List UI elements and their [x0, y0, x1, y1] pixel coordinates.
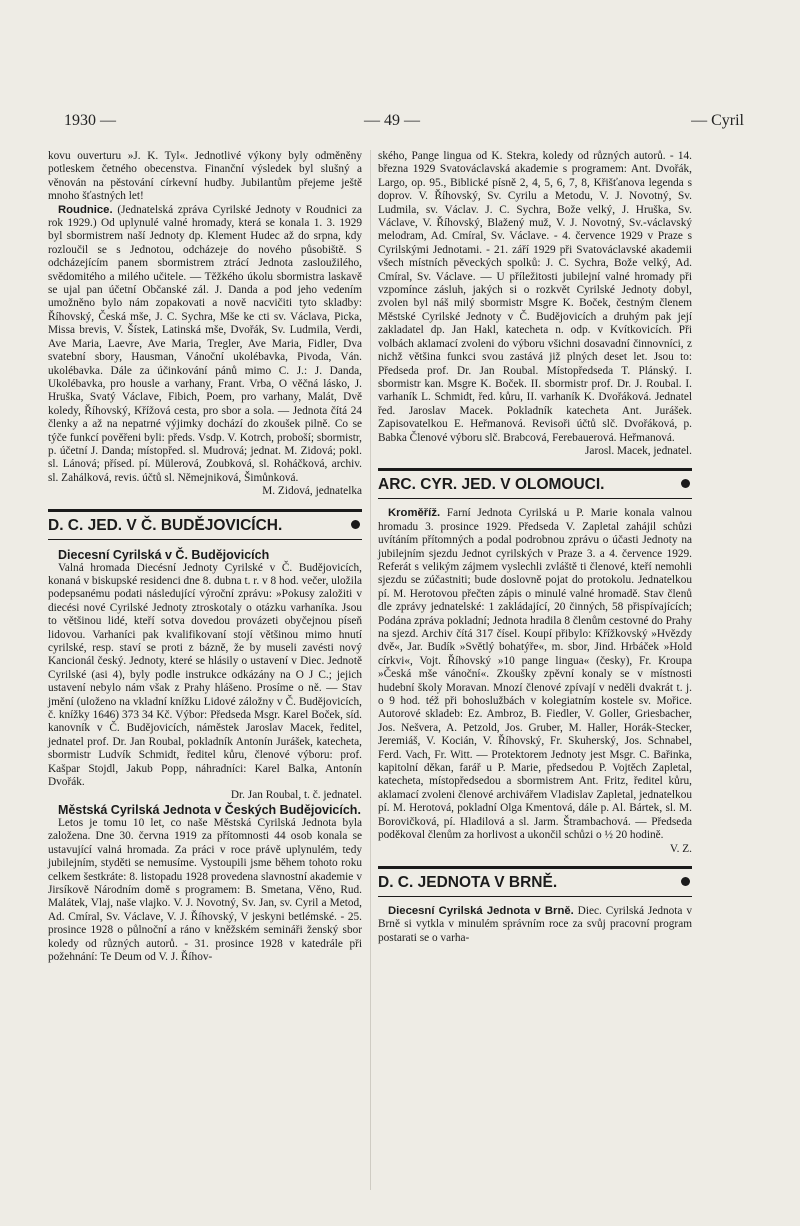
- left-column: [48, 150, 362, 964]
- bullet-dot-icon: [351, 520, 360, 529]
- column-divider: [370, 150, 371, 1190]
- article-text: Diec. Cyrilská Jednota v Brně si vytkla v minulém správním roce za svůj pracovní program postarati se o varha-: [378, 904, 692, 944]
- signature: Jarosl. Macek, jednatel.: [585, 444, 692, 457]
- signature: M. Zidová, jednatelka: [262, 485, 362, 498]
- article-text: (Jednatelská zpráva Cyrilské Jednoty v Roudnici za rok 1929.) Od uplynulé valné hromady, která se konala 1. 3. 1929 byl sbormistrem naší Jednoty dp. Klement Hudec až do srpna, kdy rozloučil se s Jednotou, odcházeje do nového působiště. S odcházejícím panem sbormistrem ztrácí Jednota zasloužilého, svědomitého a milého učitele. — Těžkého úkolu sbormistra laskavě se ujal pan účetní Občanské zál. J. Danda a pod jeho vedením umožněno bylo nám zopakovati a nově nacvičiti tyto skladby: Říhovský, Česká mše, J. C. Sychra, Mše ke cti sv. Václava, Picka, Missa brevis, V. Šístek, Latinská mše, Dvořák, Sv. Ludmila, Verdi, Ave Maria, Laevre, Ave Maria, Tregler, Ave Maria, Fidler, Dva svatební sbory, Hausman, Vánoční ukolébavka, Pivoda, Ván. ukolébavka. Dále za účinkování pánů mimo C. J.: J. Danda, Ukolébavka, pro housle a varhany, Frant. Vrba, O věčná lásko, J. Hruška, Svatý Václave, Fibich, Poem, pro varhany, Malát, Dvě koledy, Říhovský, Křížová cesta, pro sbor a sola. — Jednota čítá 24 členky a až na nepatrné výjimky dochází do zkoušek pilně. Co se týče funkcí pověřeni byli: předs. Vsdp. V. Kotrch, proboší; sbormistr, p. účetní J. Danda; místopřed. sl. Mudrová; jednat. M. Zidová; pokl. sl. Lánová; přísed. pí. Mülerová, Zoubková, sl. Roháčková, archiv. sl. Zahálková, revis. účtů sl. Němejniková, Šimůnková.: [48, 203, 362, 484]
- bullet-dot-icon: [681, 479, 690, 488]
- subsection-heading: Diecesní Cyrilská v Č. Budějovicích: [58, 547, 270, 562]
- section-heading: [378, 468, 692, 499]
- right-column: [378, 150, 692, 945]
- bullet-dot-icon: [681, 877, 690, 886]
- article-text: Valná hromada Diecésní Jednoty Cyrilské v Č. Budějovicích, konaná v biskupské residenci dne 8. dubna t. r. v 8 hod. večer, uložila podepsanému podati následující výroční zprávu: »Pokusy založiti v diecési nové Cyrilské Jednoty ztroskotaly o otázku varhaníka. Jsou to většinou lidé, kteří sotva dovedou provázeti obyčejnou píseň lidovou. Varhaníci pak kvalifikovaní stojí většinou mimo hnutí cyrilské, resp. staví se proti z bázně, že by museli zavésti nový Kancionál český. Jednoty, které se hlásily o ustavení v Diec. Jednotě Cyrilské (asi 4), byly podle instrukce odkázány na O J C.; jejich ustavení nebylo nám však z Prahy hlášeno. Prosíme o ně. — Stav jmění (uloženo na vkladní knížku Lidové záložny v Č. Budějovicích, č. knížky 1646) 373 34 Kč. Výbor: Předseda Msgr. Karel Boček, síd. kanovník v Č. Budějovicích, náměstek Jaroslav Macek, ředitel, jednatel prof. Dr. Jan Roubal, pokladník Antonín Jurášek, katecheta, sbormistr Ludvík Schmidt, ředitel kůru, členové výboru: prof. Kašpar Stojdl, Jakub Popp, náhradníci: Karel Balka, Antonín Dvořák.: [48, 561, 362, 789]
- section-title: D. C. JEDNOTA V BRNĚ.: [378, 873, 558, 891]
- article-kromeriz: [378, 507, 692, 842]
- section-title: D. C. JED. V Č. BUDĚJOVICÍCH.: [48, 516, 283, 534]
- header-year: 1930 —: [64, 112, 116, 129]
- article-heading: Roudnice.: [58, 203, 113, 216]
- subsection-heading: Městská Cyrilská Jednota v Českých Budějovicích.: [58, 802, 361, 817]
- page-header: [64, 112, 744, 132]
- section-title: ARC. CYR. JED. V OLOMOUCI.: [378, 476, 605, 494]
- signature: V. Z.: [669, 842, 692, 855]
- header-journal-title: — Cyril: [691, 112, 744, 129]
- section-heading: [48, 509, 362, 540]
- article-text: ského, Pange lingua od K. Stekra, koledy od různých autorů. - 14. března 1929 Svatováclavská akademie s programem: Ant. Dvořák, Largo, op. 95., Biblické písně 2, 4, 5, 6, 7, 8, Křišťanova legenda s doprov. V. Říhovský, Sv. Cyrilu a Metodu, V. J. Novotný, Sv. Ludmila, sv. Václav. J. C. Sychra, Bože velký, J. Hruška, Sv. Václave, V. Říhovský, Blažený muž, V. J. Novotný, Sv.-václavský melodram, Ad. Cmíral, Sv. Václave. - 4. července 1929 v Praze s Cyrilskými Jednotami. - 21. září 1929 při Svatováclavské akademii všech místních pěveckých spolků: J. C. Sychra, Bože velký, Ad. Cmíral, Sv. Václave. — U příležitosti jubilejní valné hromady při vzpomínce zásluh, jakých si o rozkvět Cyrilské Jednoty dobyl, zvolen byl náš milý sbormistr Msgre K. Boček, čestným členem Městské Cyrilské Jednoty v Č. Budějovicích a druhým pak její zakladatel dp. Jan Hakl, katecheta n. odp. v Kvítkovicích. Při volbách aklamací zvoleni do výboru všichni dosavadní činnovníci, z nichž většina funkci svou zastává již plných deset let. Jsou to: Předseda prof. Dr. Jan Roubal. Místopředseda T. Plánský. I. sbormistr kan. Msgre K. Boček. II. sbormistr prof. Dr. J. Roubal. I. varhaník L. Schmidt, řed. kůru, II. varhaník K. Dvořáková. Jednatel řed. Jaroslav Macek. Pokladník katecheta Ant. Jurášek. Zapisovatelkou E. Heřmanová. Revisoři účtů slč. Dvořáková, p. Babka Členové výboru slč. Brabcová, Ferebauerová. Heřmanová.: [378, 150, 692, 444]
- header-page-number: — 49 —: [364, 112, 420, 129]
- article-text: Farní Jednota Cyrilská u P. Marie konala valnou hromadu 3. prosince 1929. Předseda V. Zapletal zahájil schůzi uvítáním přítomných a podal podrobnou zprávu o účasti Jednoty na jubilejním sjezdu Jednot cyrilských v Praze 3. a 4. července 1929. Referát s velikým zájmem vyslechli zvláště ti členové, kteří nemohli sjezdu se zúčastniti; bude doslovně pojat do protokolu. Jednatelkou pí. M. Herotovou přečten zápis o minulé valné hromadě. Stav členů dle zprávy jednatelské: 1 zakládající, 20 činných, 58 přispívajících; Podána zpráva pokladní; Jednota hradila 8 členům cestovné do Prahy na sjezd. Archiv čítá 317 čísel. Koupí přibylo: Křížkovský »Hvězdy dvě«, Jar. Budík »Světlý bohatýře«, m. sbor, Jind. Hrbáček »Hold církvi«, Vojt. Říhovský »10 pange lingua« (česky), Fr. Kroupa »Česká mše vánoční«. Zkoušky zpěvní konaly se v místnosti hudební školy Moravan. Mnozí členové zpívají v neděli dvakrát t. j. o 9 hod. též při bohoslužbách v kolegiatním kostele sv. Mořice. Autorové skladeb: Ez. Ambroz, B. Fiedler, V. Goller, Griesbacher, Jos. Nešvera, A. Petzold, Jos. Gruber, M. Haller, Horák-Stecker, Jeremiáš, V. Kocián, V. Říhovský, Fr. Skuherský, Jos. Schnabel, Ferd. Vach, Fr. Witt. — Protektorem Jednoty jest Msgr. C. Bařinka, kapitolní děkan, farář u P. Marie, předsedou P. Vojtěch Zapletal, katecheta, místopředsedou a sbormistrem Ant. Fritz, ředitel kůru, aklamací zvoleni členové archivářem Vladislav Zapletal, jednatelkou pí. M. Herotová, pokladní Olga Kmentová, dále p. Al. Bártek, sl. M. Borovičková, pí. Hladilová a sl. Jarm. Štrambachová. — Předseda poděkoval členům za horlivost a ukončil schůzi o ½ 20 hodině.: [378, 507, 692, 842]
- article-brno: [378, 905, 692, 945]
- article-text: Letos je tomu 10 let, co naše Městská Cyrilská Jednota byla založena. Dne 30. června 1919 za přítomnosti 44 osob konala se ustavující valná hromada. Za práci v roce právě uplynulém, tedy jubilejním, styděti se nemusíme. Vystoupili jsme během tohoto roku celkem šestkráte: 8. listopadu 1928 provedena slavnostní akademie v Jirsíkově Národním domě s programem: B. Smetana, Věno, Rud. Malátek, Vlaj, naše vlajko. V. J. Novotný, Sv. Jan, sv. Cyril a Metod, Ad. Cmíral, Sv. Václave, V. J. Říhovský, V jeskyni betlémské. - 25. prosince 1928 o půlnoční a ráno v kněžském semináři ženský sbor koledy od různých autorů. - 31. prosince 1928 v katedrále při požehnání: Te Deum od V. J. Říhov-: [48, 816, 362, 963]
- article-text: kovu ouverturu »J. K. Tyl«. Jednotlivé výkony byly odměněny potleskem četného obecenstva. Finanční výsledek byl slušný a věnován na pěstování církevní hudby. Jubilantům přejeme ještě mnoho šťastných let!: [48, 150, 362, 203]
- section-heading: [378, 866, 692, 897]
- signature: Dr. Jan Roubal, t. č. jednatel.: [230, 789, 362, 802]
- article-roudnice: [48, 204, 362, 486]
- article-heading: Diecesní Cyrilská Jednota v Brně.: [388, 904, 574, 917]
- article-heading: Kroměříž.: [388, 507, 441, 520]
